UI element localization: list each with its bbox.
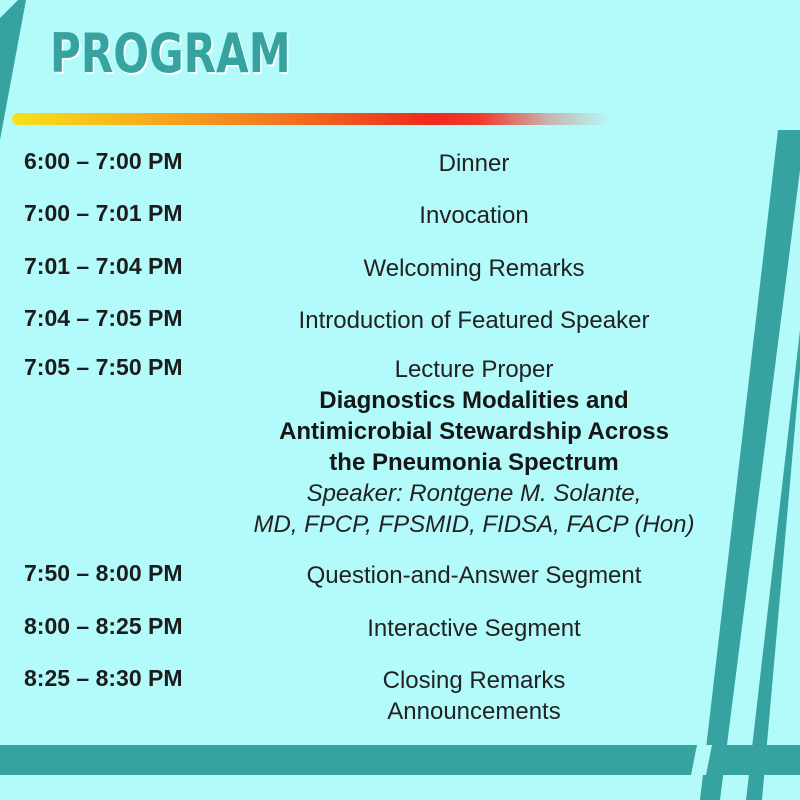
event-title xyxy=(190,253,758,284)
event-name: Interactive Segment xyxy=(367,615,581,642)
lecture-title-line: Diagnostics Modalities and xyxy=(319,387,629,414)
event-title xyxy=(190,305,758,336)
time-slot: 7:04 – 7:05 PM xyxy=(24,305,183,331)
time-slot: 8:25 – 8:30 PM xyxy=(24,665,183,691)
time-slot: 7:50 – 8:00 PM xyxy=(24,560,183,586)
time-slot: 6:00 – 7:00 PM xyxy=(24,148,183,174)
time-slot: 7:00 – 7:01 PM xyxy=(24,200,183,226)
speaker-line: MD, FPCP, FPSMID, FIDSA, FACP (Hon) xyxy=(253,511,695,538)
gradient-divider xyxy=(12,113,612,125)
event-name: Introduction of Featured Speaker xyxy=(298,307,650,334)
bottom-band xyxy=(0,745,800,775)
page-title: PROGRAM xyxy=(50,22,291,85)
speaker-line: Speaker: Rontgene M. Solante, xyxy=(306,480,642,507)
event-title xyxy=(190,200,758,231)
lecture-title-line: Antimicrobial Stewardship Across xyxy=(279,418,669,445)
event-title xyxy=(190,354,758,540)
event-name: Question-and-Answer Segment xyxy=(306,562,642,589)
event-name: Dinner xyxy=(438,150,510,177)
event-title xyxy=(190,665,758,727)
event-title xyxy=(190,613,758,644)
event-title xyxy=(190,560,758,591)
event-name: Lecture Proper xyxy=(394,356,554,383)
lecture-title-line: the Pneumonia Spectrum xyxy=(329,449,619,476)
time-slot: 7:01 – 7:04 PM xyxy=(24,253,183,279)
time-slot: 7:05 – 7:50 PM xyxy=(24,354,183,380)
event-name: Closing Remarks xyxy=(382,667,566,694)
event-name-line2: Announcements xyxy=(387,698,561,725)
time-slot: 8:00 – 8:25 PM xyxy=(24,613,183,639)
event-title xyxy=(190,148,758,179)
event-name: Invocation xyxy=(419,202,529,229)
event-name: Welcoming Remarks xyxy=(363,255,585,282)
